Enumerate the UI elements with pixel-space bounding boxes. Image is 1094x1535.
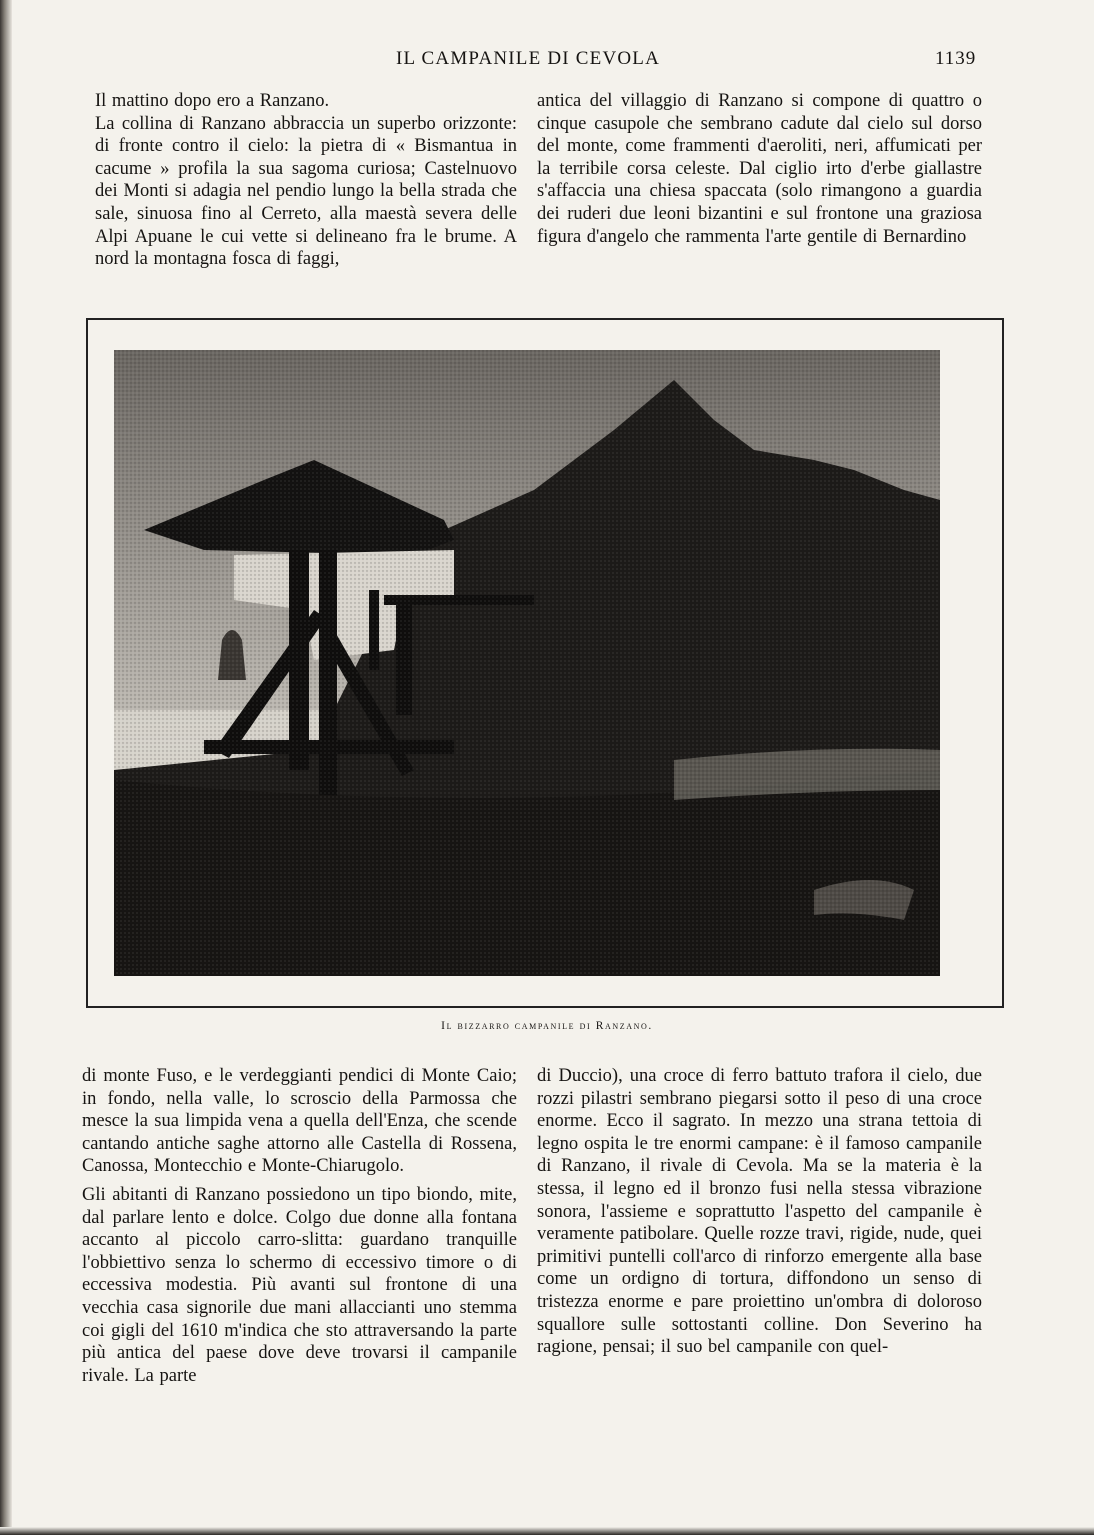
paragraph: di monte Fuso, e le verdeggianti pendici di Monte Caio; in fondo, nella valle, lo scroscio della Parmossa che mesce la sua limpida vena a quella dell'Enza, che scende cantando antiche saghe attorno alle Castella di Rossena, Canossa, Montecchio e Monte-Chiarugolo. [82,1066,517,1177]
text-column-bottom-left [82,1065,517,1387]
paragraph: Il mattino dopo ero a Ranzano. [95,91,330,111]
paragraph: antica del villaggio di Ranzano si compone di quattro o cinque casupole che sembrano cadute dal cielo sul dorso del monte, come frammenti d'aeroliti, neri, affumicati per la terribile corsa celeste. Dal ciglio irto d'erbe giallastre s'affaccia una chiesa spaccata (solo rimangono a guardia dei ruderi due leoni bizantini e sul frontone una graziosa figura d'angelo che rammenta l'arte gentile di Bernardino [537,91,982,247]
running-head: IL CAMPANILE DI CEVOLA [395,48,661,69]
paragraph: Gli abitanti di Ranzano possiedono un tipo biondo, mite, dal parlare lento e dolce. Colgo due donne alla fontana accanto al piccolo carro-slitta: guardano tranquille l'obbiettivo senza lo schermo di eccessivo timore o di eccessiva modestia. Più avanti sul frontone di una vecchia casa signorile due mani allaccianti uno stemma coi gigli del 1610 m'indica che sto attraversando la parte più antica del paese dove deve trovarsi il campanile rivale. La parte [82,1184,517,1386]
figure-frame [86,318,1004,1008]
text-column-bottom-right [537,1065,982,1359]
paragraph: La collina di Ranzano abbraccia un superbo orizzonte: di fronte contro il cielo: la pietra di « Bismantua in cacume » profila la sua sagoma curiosa; Castelnuovo dei Monti si adagia nel pendio lungo la bella strada che sale, sinuosa fino al Cerreto, alla maestà severa delle Alpi Apuane le cui vette si delineano fra le brume. A nord la montagna fosca di faggi, [95,113,517,270]
page-number: 1139 [935,48,977,69]
page-scan-edge [0,0,12,1535]
paragraph: di Duccio), una croce di ferro battuto trafora il cielo, due rozzi pilastri sembrano piegarsi sotto il peso di una croce enorme. Ecco il sagrato. In mezzo una strana tettoia di legno ospita le tre enormi campane: è il famoso campanile di Ranzano, il rivale di Cevola. Ma se la materia è la stessa, il legno ed il bronzo fusi nella stessa vibrazione sonora, l'assieme e soprattutto l'aspetto del campanile è veramente patibolare. Quelle rozze travi, rigide, nude, quei primitivi puntelli coll'arco di rinforzo emergente alla base come un ordigno di tortura, diffondono un senso di tristezza enorme e pare proiettino un'ombra di doloroso squallore sulle sottostanti colline. Don Severino ha ragione, pensai; il suo bel campanile con quel- [537,1066,982,1358]
text-column-top-right [537,90,982,248]
bell-tower-photo [114,350,940,976]
text-column-top-left [95,90,517,271]
page-bottom-edge [0,1527,1094,1535]
figure-caption: Il bizzarro campanile di Ranzano. [441,1020,653,1032]
